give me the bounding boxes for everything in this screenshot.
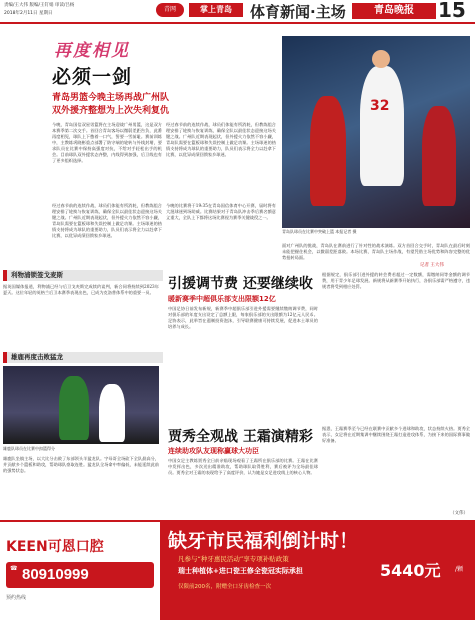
story-2-title: 引援调节费 还要继续收 bbox=[168, 276, 313, 292]
lead-body-col2b: 今晚的比赛将于19:35在青岛国信体育中心开赛，届时将有大批球迷到场助威。比赛结果对于青岛队冲击季后赛名额意义重大，全队上下都将这场比赛视为赛季关键战役之一。 bbox=[166, 203, 276, 220]
keen-phone: 80910999 bbox=[22, 566, 89, 583]
story-2-body-right: 根据规定，俱乐部引进外援的转会费若超过一定数额，需缴纳同等金额的调节费，用于青少年足球发展。新规将从新赛季开始执行，各俱乐部需严格遵守，违规者将受到相应处罚。 bbox=[322, 272, 470, 289]
newspaper-brand: 青岛晚报 bbox=[352, 3, 436, 19]
bottom-advertisement bbox=[0, 520, 475, 620]
lead-body-right: 面对广州队的挑战，青岛队在赛前进行了针对性的战术演练。双方首回合交手时，青岛队在最后时刻未能把握住机会，以微弱差距落败。本场比赛，青岛队主场作战，有望凭借主场优势和阵容完整的优势扭转局面。 bbox=[282, 243, 470, 260]
short-2-body: 雄鹿队坐镇主场，以大比分击败了东部领头羊猛龙队。字母哥全场砍下全队最高分，并贡献多个篮板和助攻，帮助球队豪取连胜。猛龙队全场命中率偏低，未能延续此前的强势状态。 bbox=[3, 456, 159, 473]
lead-byline: 记者 王大伟 bbox=[420, 263, 444, 268]
page-header bbox=[0, 0, 475, 24]
ad-price: 5440元 bbox=[380, 561, 441, 580]
ad-headline: 缺牙市民福利倒计时！ bbox=[168, 530, 359, 552]
qingwang-logo: 青网 bbox=[156, 3, 184, 17]
player-red-left bbox=[310, 96, 346, 206]
ad-line-1: 凡参与“种牙惠民活动”享专项补贴政策 bbox=[178, 555, 289, 563]
keen-small: 预约热线 bbox=[6, 595, 27, 601]
phone-icon: ☎ bbox=[10, 565, 18, 572]
player-red-right bbox=[422, 106, 456, 206]
short-1-body: 据英国媒体报道，利物浦已经与后卫戈麦斯完成续约谈判，新合同将持续到2023年夏天。这位年轻的英格兰后卫本赛季表现出色，已成为克洛普体系中的重要一员。 bbox=[3, 284, 159, 295]
ad-price-suffix: /颗 bbox=[455, 566, 464, 573]
story-3-body-right: 据悉，王霜赛季至今已经在联赛中贡献多个进球和助攻，状态持续火热。贾秀全表示，女足将在近期集训中继续围绕王霜打造进攻体系，为接下来的国际赛事做好准备。 bbox=[322, 426, 470, 443]
jersey-number: 32 bbox=[370, 98, 390, 114]
page-number: 15 bbox=[438, 0, 466, 22]
lead-body-col1b: 经过春节前的连续作战，球员们体能有所消耗，但教练组合理安排了轮换与恢复训练，确保全队以最佳状态迎接这场关键之战。广州队近期表现起伏，但外援火力依然不容小觑，青岛队需要在篮板球和失误控制上做足功课。主场球迷的热情支持将成为球队的重要助力，队员们表示将全力以赴拿下比赛，以优异成绩回馈家乡球迷。 bbox=[52, 203, 162, 238]
player-white-jersey bbox=[360, 66, 404, 186]
ad-line-2: 瑞士种植体+进口瓷王修全瓷冠实际承担 bbox=[178, 567, 303, 575]
keen-brand: KEEN可恩口腔 bbox=[6, 539, 104, 555]
short-2-caption: 雄鹿队球员在比赛中扣篮得分 bbox=[3, 446, 55, 451]
section-title: 体育新闻·主场 bbox=[250, 3, 346, 21]
lead-body-col1: 今晚，青岛国信双星男篮将在主场迎战广州男篮，这是双方本赛季第二次交手。首回合青岛客场以微弱差距告负，此番再度相见，球队上下憋着一口气，誓要一雪前耻。赛前训练中，主教练巩晓彬重点部署了防守端的轮转与外线封堵，要求队员在比赛中保持高强度对抗，不给对手轻松出手的机会。目前球队双外援状态齐整，内线得到加强，后卫线也有了更多组织选择。 bbox=[52, 122, 162, 163]
lead-title: 必须一剑 bbox=[52, 66, 133, 88]
story-3-subtitle: 连续助攻队友现称赢球大功臣 bbox=[168, 447, 259, 455]
keen-phone-box bbox=[6, 562, 154, 588]
lead-subtitle-2: 双外援齐整想为上次失利复仇 bbox=[52, 106, 170, 116]
player-green bbox=[59, 376, 89, 440]
short-1-title: 利物浦锁签戈麦斯 bbox=[3, 270, 163, 281]
photo-caption: 青岛队球员在比赛中突破上篮 本报记者 摄 bbox=[282, 229, 357, 234]
lead-photo bbox=[282, 36, 470, 228]
zhangshang-logo: 掌上青岛 bbox=[189, 3, 243, 17]
editor-line: 责编/王大伟 版编/王钉娟 审读/吕杨 bbox=[4, 3, 75, 8]
lead-body-col2: 经过春节前的连续作战，球员们体能有所消耗，但教练组合理安排了轮换与恢复训练，确保全队以最佳状态迎接这场关键之战。广州队近期表现起伏，但外援火力依然不容小觑，青岛队需要在篮板球和失误控制上做足功课。主场球迷的热情支持将成为球队的重要助力，队员们表示将全力以赴拿下比赛，以优异成绩回馈家乡球迷。 bbox=[166, 122, 276, 157]
lead-kicker: 再度相见 bbox=[54, 41, 130, 61]
short-2-title: 雄鹿再度击败猛龙 bbox=[3, 352, 163, 363]
ad-line-3: 仅限前200名，附赠全口牙齿检查一次 bbox=[178, 584, 271, 590]
story-3-tag: （文伟） bbox=[450, 511, 468, 516]
story-3-body: 中国女足主教练贾秀全日前亲临现场观看了王霜所在俱乐部的比赛。王霜在比赛中发挥出色，多次送出精准助攻，帮助球队取得胜利，赛后被评为全场最佳球员。贾秀全对王霜的表现给予了高度评价，认为她是女足进攻线上的核心人物。 bbox=[168, 458, 318, 475]
short-2-photo bbox=[3, 366, 159, 444]
player-white bbox=[99, 384, 125, 442]
story-3-title: 贾秀全观战 王霜演精彩 bbox=[168, 429, 313, 445]
player-head bbox=[372, 50, 390, 68]
lead-subtitle-1: 青岛男篮今晚主场再战广州队 bbox=[52, 93, 170, 103]
keen-ad bbox=[0, 520, 160, 622]
date-line: 2018年2月11日 星期日 bbox=[4, 11, 53, 16]
story-2-body: 中国足协日前发布新规，新赛季中超俱乐部引进外援需要继续缴纳调节费，同时对俱乐部的年度支出设定了总额上限，每家俱乐部的支出限额为12亿元人民币。足协表示，此举旨在遏制投资泡沫，引导联赛健康可持续发展，促进本土球员的培养与成长。 bbox=[168, 306, 318, 329]
story-2-subtitle: 暖新赛季中超俱乐部支出限额12亿 bbox=[168, 295, 276, 303]
